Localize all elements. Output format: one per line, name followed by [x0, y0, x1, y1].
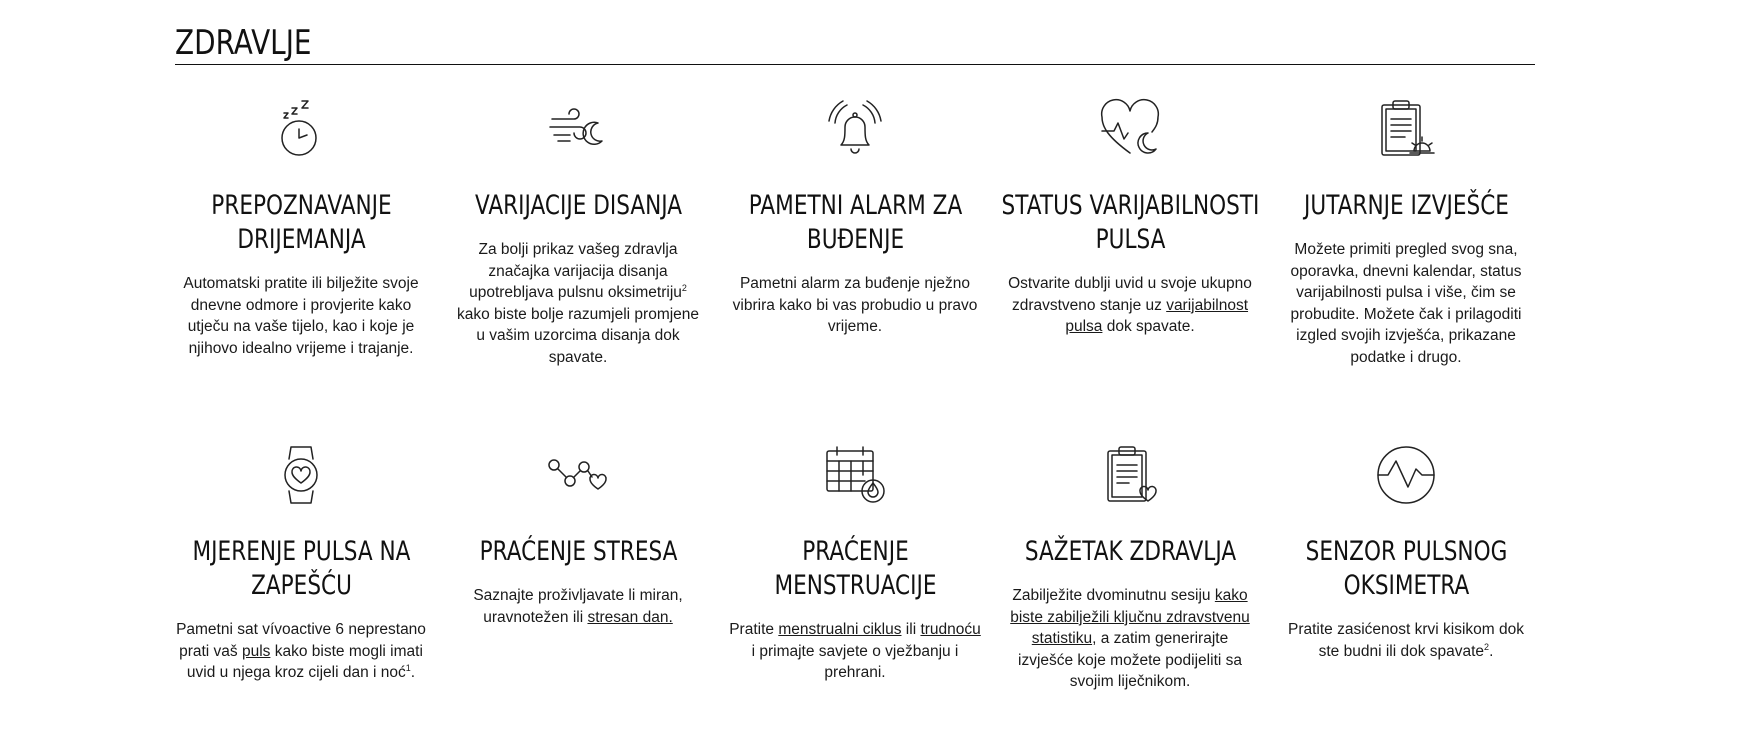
feature-nap-detection — [171, 97, 431, 359]
health-stats-link[interactable]: kako biste zabilježili ključnu zdravstvenu statistiku — [1010, 587, 1250, 647]
calendar-drop-icon — [823, 443, 887, 507]
feature-description: Pametni alarm za buđenje nježno vibrira kako bi vas probudio u pravo vrijeme. — [732, 275, 978, 335]
feature-breathing-variations — [448, 97, 708, 368]
feature-title: PRAĆENJE STRESA — [479, 536, 678, 567]
feature-description: Za bolji prikaz vašeg zdravlja značajka varijacija disanja upotrebljava pulsnu oksimetriju$^2$ kako biste bolje razumjeli promjene u vašim uzorcima disanja dok spavate. — [456, 241, 700, 366]
feature-pulse-ox — [1276, 443, 1536, 662]
menstrual-cycle-link[interactable]: menstrualni ciklus — [778, 621, 902, 638]
nap-clock-icon — [269, 97, 333, 161]
feature-description: Zabilježite dvominutnu sesiju kako biste zabilježili ključnu zdravstvenu statistiku, a zatim generirajte izvješće koje možete podijeliti sa svojim liječnikom. — [1010, 587, 1250, 690]
breathing-wind-moon-icon — [546, 97, 610, 161]
feature-title: PRAĆENJE MENSTRUACIJE — [774, 536, 937, 601]
clipboard-sunrise-icon — [1374, 97, 1438, 161]
watch-heart-icon — [269, 443, 333, 507]
feature-description: Automatski pratite ili bilježite svoje dnevne odmore i provjerite kako utječu na vaše tijelo, kao i koje je njihovo idealno vrijeme i trajanje. — [183, 275, 419, 357]
pregnancy-link[interactable]: trudnoću — [920, 621, 981, 638]
feature-stress-tracking — [448, 443, 708, 628]
feature-title: SENZOR PULSNOG OKSIMETRA — [1305, 536, 1508, 601]
feature-title: PAMETNI ALARM ZA BUĐENJE — [748, 190, 963, 255]
feature-description: Pratite zasićenost krvi kisikom dok ste budni ili dok spavate$^2$. — [1287, 621, 1525, 660]
feature-description: Ostvarite dublji uvid u svoje ukupno zdravstveno stanje uz varijabilnost pulsa dok spavate. — [1008, 275, 1252, 335]
heart-rate-link[interactable]: puls — [241, 642, 271, 660]
feature-title: JUTARNJE IZVJEŠĆE — [1304, 190, 1509, 221]
hrv-link[interactable]: varijabilnost pulsa — [1065, 296, 1249, 335]
stress-link[interactable]: stresan dan. — [587, 608, 673, 626]
clipboard-heart-icon — [1098, 443, 1162, 507]
feature-health-snapshot — [1000, 443, 1260, 693]
feature-morning-report — [1276, 97, 1536, 368]
feature-wrist-heart-rate — [171, 443, 431, 684]
feature-hrv-status — [1000, 97, 1260, 338]
feature-description: Možete primiti pregled svog sna, oporavka, dnevni kalendar, status varijabilnosti pulsa i više, čim se probudite. Možete čak i prilagoditi izgled svojih izvješća, prikazane podatke i drugo. — [1290, 241, 1522, 366]
feature-title: PREPOZNAVANJE DRIJEMANJA — [211, 190, 392, 255]
feature-description: Pratite menstrualni ciklus ili trudnoću i primajte savjete o vježbanju i prehrani. — [729, 621, 981, 681]
feature-title: SAŽETAK ZDRAVLJA — [1024, 536, 1237, 567]
feature-smart-wake-alarm — [725, 97, 985, 338]
feature-title: STATUS VARIJABILNOSTI PULSA — [1001, 190, 1260, 255]
heart-moon-icon — [1098, 97, 1162, 161]
feature-title: VARIJACIJE DISANJA — [474, 190, 683, 221]
pulse-ox-circle-icon — [1374, 443, 1438, 507]
feature-description: Pametni sat vívoactive 6 neprestano prati vaš puls kako biste mogli imati uvid u njega kroz cijeli dan i noć$^1$. — [176, 621, 426, 681]
alarm-bell-icon — [823, 97, 887, 161]
feature-description: Saznajte proživljavate li miran, uravnotežen ili stresan dan. — [473, 587, 683, 626]
stress-dots-heart-icon — [546, 443, 610, 507]
page-title: ZDRAVLJE — [175, 23, 312, 63]
feature-menstrual-tracking — [725, 443, 985, 684]
feature-title: MJERENJE PULSA NA ZAPEŠĆU — [192, 536, 411, 601]
title-divider — [175, 64, 1535, 65]
